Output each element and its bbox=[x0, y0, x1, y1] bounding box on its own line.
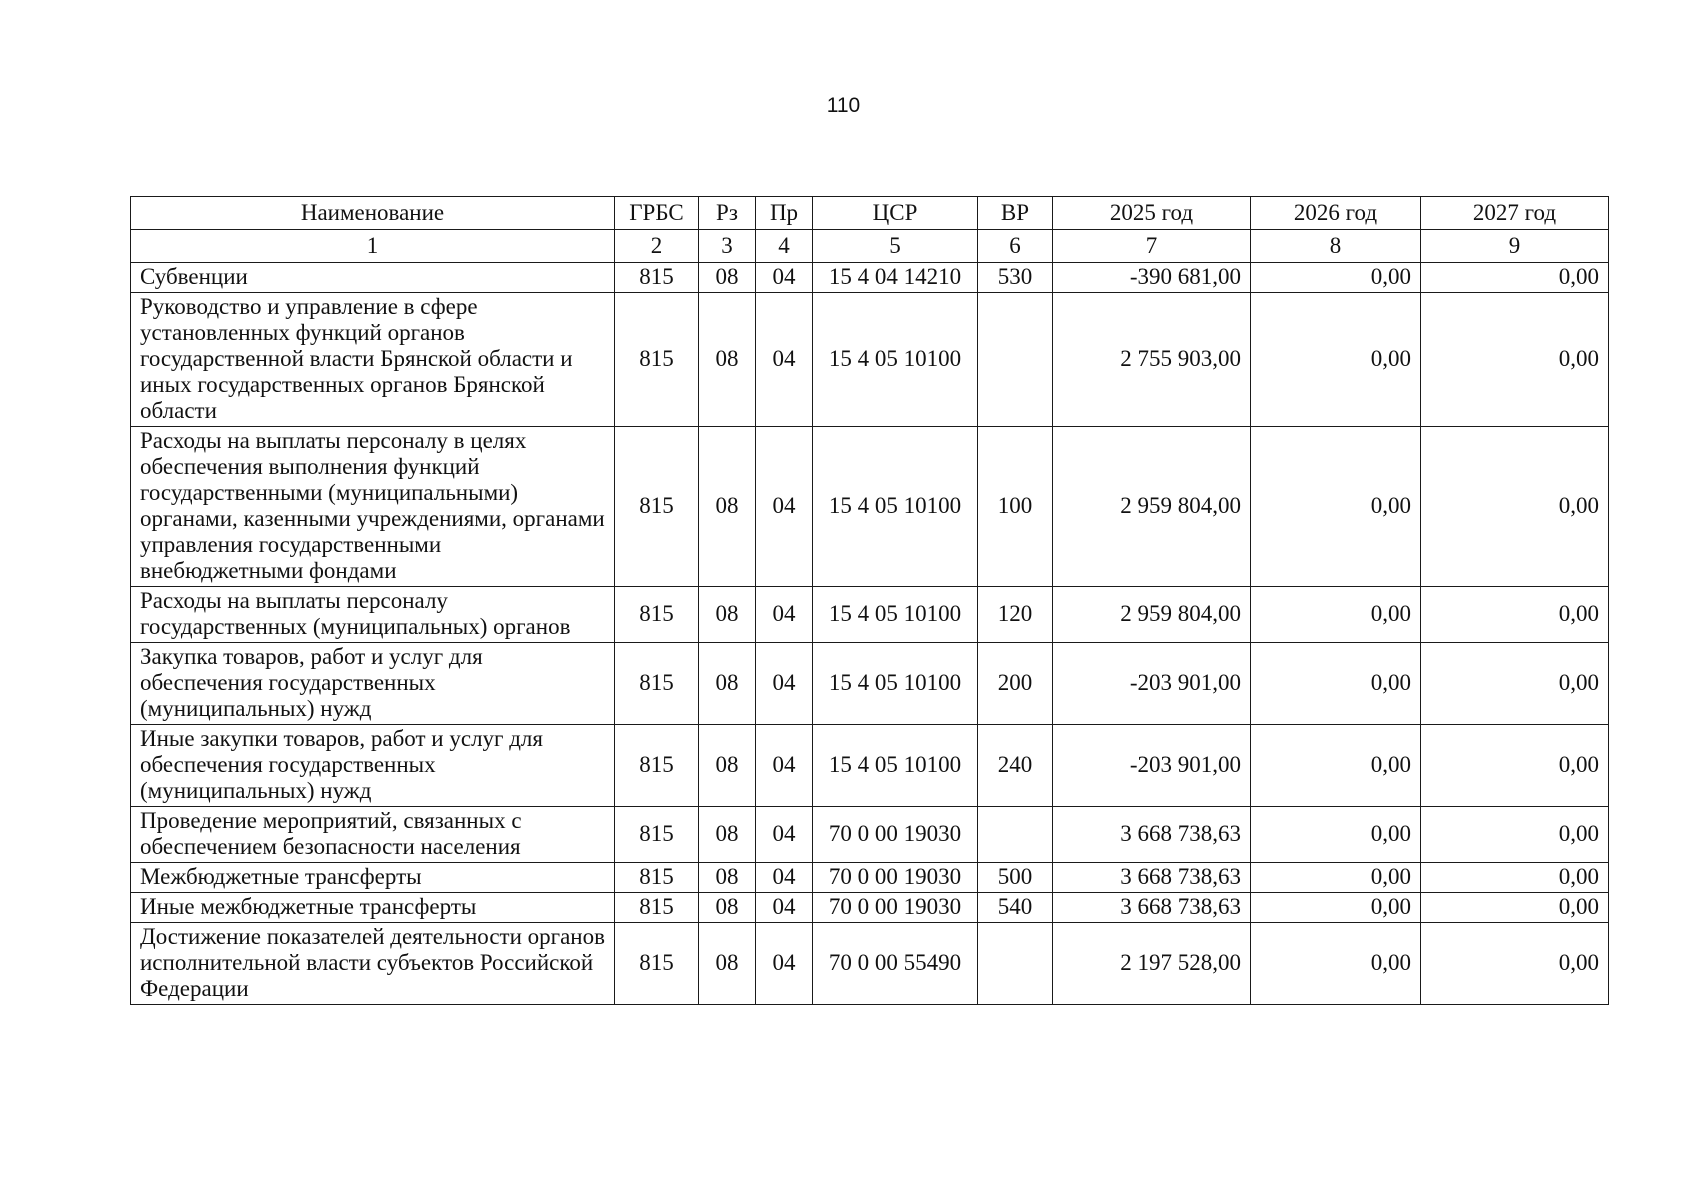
cell-rz: 08 bbox=[699, 587, 756, 643]
column-number: 7 bbox=[1053, 230, 1251, 263]
cell-2026: 0,00 bbox=[1251, 863, 1421, 893]
header-row bbox=[131, 197, 1609, 230]
table-row bbox=[131, 807, 1609, 863]
cell-csr: 15 4 05 10100 bbox=[813, 427, 978, 587]
cell-name: Проведение мероприятий, связанных с обеспечением безопасности населения bbox=[131, 807, 615, 863]
cell-grbs: 815 bbox=[615, 863, 699, 893]
cell-2025: 2 197 528,00 bbox=[1053, 923, 1251, 1005]
header-name: Наименование bbox=[131, 197, 615, 230]
cell-2027: 0,00 bbox=[1421, 893, 1609, 923]
cell-2027: 0,00 bbox=[1421, 863, 1609, 893]
table-row bbox=[131, 643, 1609, 725]
cell-name: Иные межбюджетные трансферты bbox=[131, 893, 615, 923]
header-grbs: ГРБС bbox=[615, 197, 699, 230]
cell-vr: 240 bbox=[978, 725, 1053, 807]
cell-grbs: 815 bbox=[615, 293, 699, 427]
cell-2025: 3 668 738,63 bbox=[1053, 807, 1251, 863]
cell-grbs: 815 bbox=[615, 923, 699, 1005]
cell-rz: 08 bbox=[699, 893, 756, 923]
column-number: 8 bbox=[1251, 230, 1421, 263]
cell-2026: 0,00 bbox=[1251, 725, 1421, 807]
cell-rz: 08 bbox=[699, 725, 756, 807]
cell-2025: -203 901,00 bbox=[1053, 643, 1251, 725]
column-number: 9 bbox=[1421, 230, 1609, 263]
cell-2025: 3 668 738,63 bbox=[1053, 863, 1251, 893]
cell-grbs: 815 bbox=[615, 587, 699, 643]
header-2027: 2027 год bbox=[1421, 197, 1609, 230]
cell-name: Иные закупки товаров, работ и услуг для обеспечения государственных (муниципальных) нужд bbox=[131, 725, 615, 807]
cell-name: Закупка товаров, работ и услуг для обеспечения государственных (муниципальных) нужд bbox=[131, 643, 615, 725]
cell-name: Субвенции bbox=[131, 263, 615, 293]
cell-vr bbox=[978, 807, 1053, 863]
cell-2027: 0,00 bbox=[1421, 293, 1609, 427]
cell-2025: 2 755 903,00 bbox=[1053, 293, 1251, 427]
cell-name: Достижение показателей деятельности органов исполнительной власти субъектов Российской Федерации bbox=[131, 923, 615, 1005]
cell-vr: 530 bbox=[978, 263, 1053, 293]
column-number: 5 bbox=[813, 230, 978, 263]
cell-2026: 0,00 bbox=[1251, 807, 1421, 863]
cell-pr: 04 bbox=[756, 263, 813, 293]
header-2025: 2025 год bbox=[1053, 197, 1251, 230]
table-row bbox=[131, 923, 1609, 1005]
cell-name: Расходы на выплаты персоналу в целях обеспечения выполнения функций государственными (муниципальными) органами, казенными учреждениями, органами управления государственными внебюджетными фондами bbox=[131, 427, 615, 587]
column-number-row bbox=[131, 230, 1609, 263]
table-row bbox=[131, 293, 1609, 427]
cell-vr: 500 bbox=[978, 863, 1053, 893]
cell-grbs: 815 bbox=[615, 893, 699, 923]
header-csr: ЦСР bbox=[813, 197, 978, 230]
cell-grbs: 815 bbox=[615, 807, 699, 863]
cell-name: Расходы на выплаты персоналу государственных (муниципальных) органов bbox=[131, 587, 615, 643]
cell-rz: 08 bbox=[699, 807, 756, 863]
cell-grbs: 815 bbox=[615, 643, 699, 725]
cell-2026: 0,00 bbox=[1251, 643, 1421, 725]
header-2026: 2026 год bbox=[1251, 197, 1421, 230]
cell-grbs: 815 bbox=[615, 725, 699, 807]
page-number: 110 bbox=[826, 94, 861, 117]
cell-2027: 0,00 bbox=[1421, 807, 1609, 863]
cell-2025: -203 901,00 bbox=[1053, 725, 1251, 807]
cell-grbs: 815 bbox=[615, 427, 699, 587]
cell-csr: 70 0 00 19030 bbox=[813, 807, 978, 863]
cell-vr: 200 bbox=[978, 643, 1053, 725]
cell-2027: 0,00 bbox=[1421, 587, 1609, 643]
table-row bbox=[131, 587, 1609, 643]
cell-vr: 100 bbox=[978, 427, 1053, 587]
cell-grbs: 815 bbox=[615, 263, 699, 293]
column-number: 4 bbox=[756, 230, 813, 263]
cell-rz: 08 bbox=[699, 427, 756, 587]
cell-name: Руководство и управление в сфере установленных функций органов государственной власти Брянской области и иных государственных органов Брянской области bbox=[131, 293, 615, 427]
cell-rz: 08 bbox=[699, 293, 756, 427]
cell-vr bbox=[978, 923, 1053, 1005]
cell-csr: 15 4 04 14210 bbox=[813, 263, 978, 293]
cell-2027: 0,00 bbox=[1421, 923, 1609, 1005]
column-number: 6 bbox=[978, 230, 1053, 263]
table-row bbox=[131, 263, 1609, 293]
cell-2026: 0,00 bbox=[1251, 587, 1421, 643]
column-number: 1 bbox=[131, 230, 615, 263]
cell-vr bbox=[978, 293, 1053, 427]
cell-csr: 15 4 05 10100 bbox=[813, 643, 978, 725]
cell-name: Межбюджетные трансферты bbox=[131, 863, 615, 893]
cell-rz: 08 bbox=[699, 923, 756, 1005]
cell-2025: 2 959 804,00 bbox=[1053, 587, 1251, 643]
cell-csr: 70 0 00 19030 bbox=[813, 863, 978, 893]
column-number: 3 bbox=[699, 230, 756, 263]
cell-2027: 0,00 bbox=[1421, 725, 1609, 807]
cell-2025: -390 681,00 bbox=[1053, 263, 1251, 293]
cell-rz: 08 bbox=[699, 863, 756, 893]
cell-pr: 04 bbox=[756, 725, 813, 807]
table-row bbox=[131, 893, 1609, 923]
table-row bbox=[131, 725, 1609, 807]
cell-2026: 0,00 bbox=[1251, 893, 1421, 923]
cell-2026: 0,00 bbox=[1251, 923, 1421, 1005]
table-row bbox=[131, 863, 1609, 893]
cell-vr: 540 bbox=[978, 893, 1053, 923]
cell-csr: 70 0 00 19030 bbox=[813, 893, 978, 923]
cell-pr: 04 bbox=[756, 893, 813, 923]
cell-2025: 3 668 738,63 bbox=[1053, 893, 1251, 923]
header-pr: Пр bbox=[756, 197, 813, 230]
cell-2027: 0,00 bbox=[1421, 427, 1609, 587]
column-number: 2 bbox=[615, 230, 699, 263]
cell-2025: 2 959 804,00 bbox=[1053, 427, 1251, 587]
cell-2026: 0,00 bbox=[1251, 427, 1421, 587]
cell-rz: 08 bbox=[699, 263, 756, 293]
cell-2027: 0,00 bbox=[1421, 643, 1609, 725]
header-vr: ВР bbox=[978, 197, 1053, 230]
cell-2027: 0,00 bbox=[1421, 263, 1609, 293]
cell-pr: 04 bbox=[756, 923, 813, 1005]
cell-rz: 08 bbox=[699, 643, 756, 725]
cell-pr: 04 bbox=[756, 293, 813, 427]
cell-pr: 04 bbox=[756, 807, 813, 863]
budget-table bbox=[130, 196, 1609, 1005]
cell-pr: 04 bbox=[756, 587, 813, 643]
cell-csr: 70 0 00 55490 bbox=[813, 923, 978, 1005]
cell-2026: 0,00 bbox=[1251, 263, 1421, 293]
cell-pr: 04 bbox=[756, 863, 813, 893]
header-rz: Рз bbox=[699, 197, 756, 230]
cell-csr: 15 4 05 10100 bbox=[813, 587, 978, 643]
cell-vr: 120 bbox=[978, 587, 1053, 643]
cell-2026: 0,00 bbox=[1251, 293, 1421, 427]
cell-pr: 04 bbox=[756, 427, 813, 587]
cell-csr: 15 4 05 10100 bbox=[813, 293, 978, 427]
cell-pr: 04 bbox=[756, 643, 813, 725]
cell-csr: 15 4 05 10100 bbox=[813, 725, 978, 807]
table-row bbox=[131, 427, 1609, 587]
